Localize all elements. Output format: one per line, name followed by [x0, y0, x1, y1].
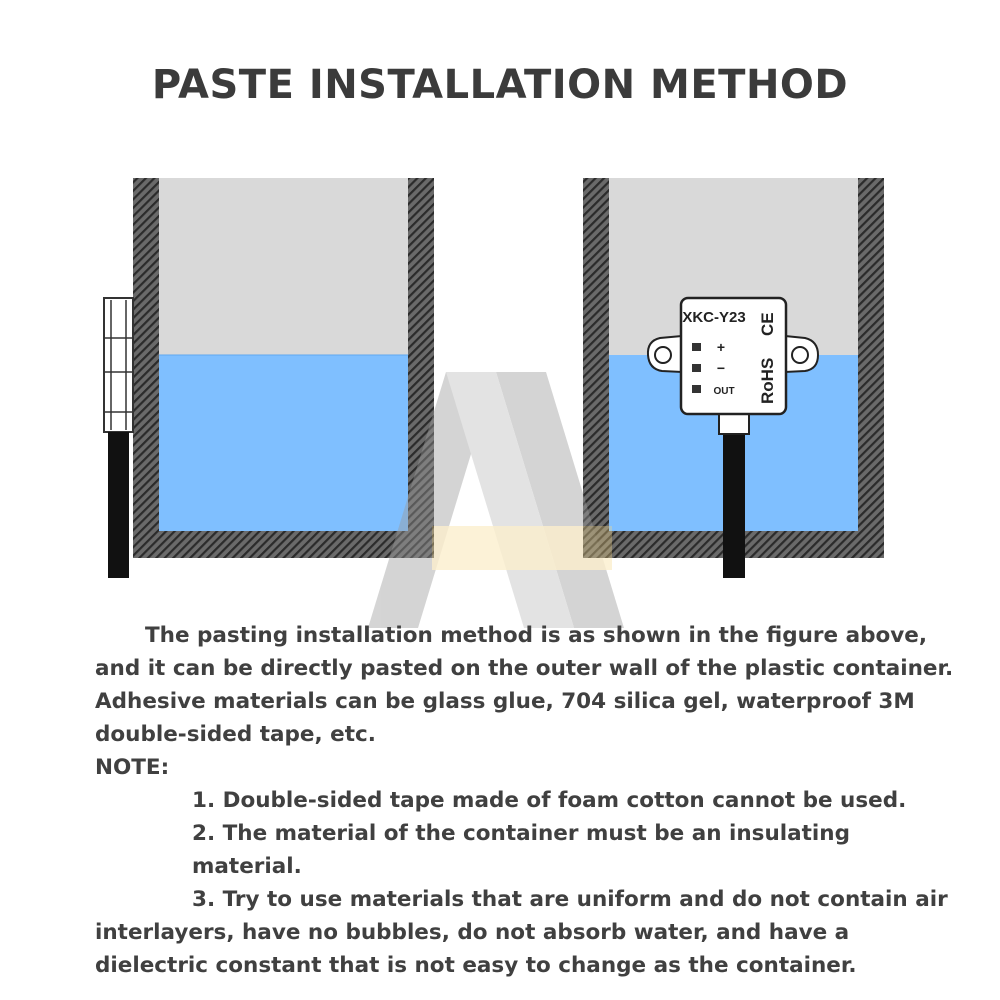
rohs-mark: RoHS [758, 357, 777, 404]
note-item-2: 2. The material of the container must be an insulating material. [192, 821, 850, 879]
page-title: PASTE INSTALLATION METHOD [151, 62, 849, 108]
sensor-model-label: XKC-Y23 [682, 309, 746, 326]
wire-mark-3 [692, 385, 701, 393]
left-air [159, 178, 408, 355]
minus-label: − [716, 360, 726, 376]
description-block [95, 619, 955, 982]
cable-gland [719, 414, 749, 434]
wire-mark-1 [692, 343, 701, 351]
paragraph-intro: The pasting installation method is as shown in the figure above, and it can be directly pasted on the outer wall of the plastic container. Adhesive materials can be glass glue, 704 silica gel, waterproof 3M double-sided tape, etc. [95, 623, 954, 747]
note-item-3: 3. Try to use materials that are uniform and do not contain air interlayers, have no bubbles, do not absorb water, and have a dielectric constant that is not easy to change as the container. [95, 887, 948, 978]
side-sensor-cable [108, 432, 129, 578]
left-container [133, 178, 434, 558]
mount-hole-left-icon [655, 347, 671, 363]
out-label: OUT [713, 386, 735, 397]
ce-mark: CE [758, 312, 777, 336]
plus-label: + [716, 339, 726, 355]
side-sensor [104, 298, 133, 578]
note-item-1: 1. Double-sided tape made of foam cotton cannot be used. [192, 788, 907, 813]
wire-mark-2 [692, 364, 701, 372]
front-sensor-cable [723, 430, 745, 578]
mount-hole-right-icon [792, 347, 808, 363]
left-liquid [159, 355, 408, 531]
note-label: NOTE: [95, 755, 170, 780]
